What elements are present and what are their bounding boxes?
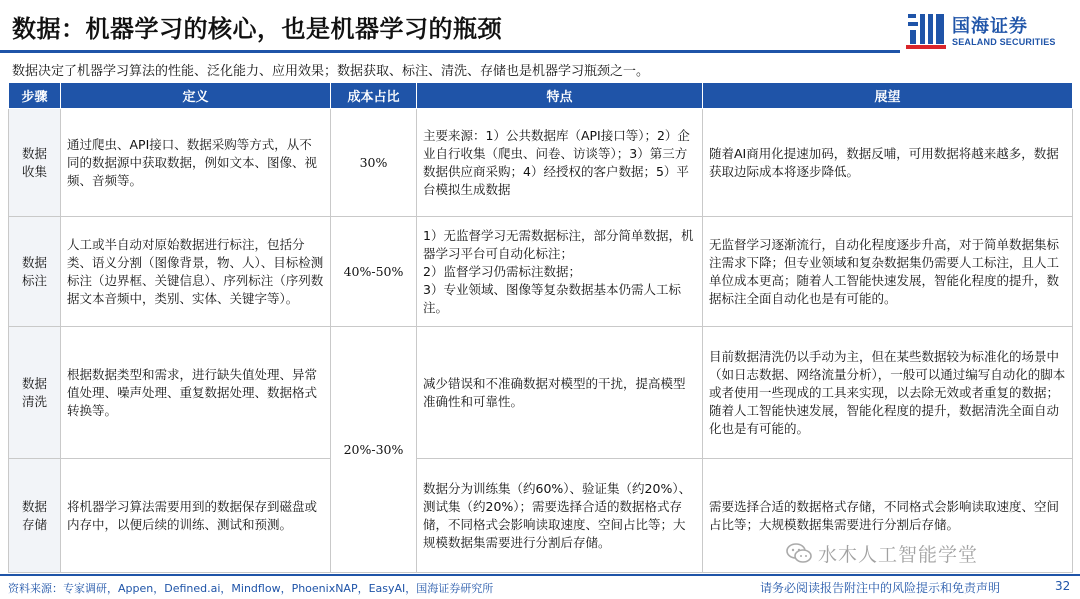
disclaimer-text: 请务必阅读报告附注中的风险提示和免责声明: [760, 581, 1001, 595]
slide-header: [0, 0, 1080, 56]
features-cell: 减少错误和不准确数据对模型的干扰，提高模型准确性和可靠性。: [417, 327, 703, 459]
page-title: 数据：机器学习的核心，也是机器学习的瓶颈: [12, 15, 502, 43]
header-definition: 定义: [61, 83, 331, 109]
sealand-logo-icon: [906, 10, 946, 50]
step-cell: 数据 标注: [9, 217, 61, 327]
table-row: [9, 217, 1073, 327]
outlook-cell: 随着AI商用化提速加码，数据反哺，可用数据将越来越多，数据获取边际成本将逐步降低。: [703, 109, 1073, 217]
title-underline: [0, 50, 900, 53]
step-cell: 数据 收集: [9, 109, 61, 217]
definition-cell: 根据数据类型和需求，进行缺失值处理、异常值处理、噪声处理、重复数据处理、数据格式转换等。: [61, 327, 331, 459]
cost-cell: 30%: [331, 109, 417, 217]
footer-divider: [0, 574, 1080, 576]
outlook-cell: 目前数据清洗仍以手动为主，但在某些数据较为标准化的场景中（如日志数据、网络流量分析），一般可以通过编写自动化的脚本或者使用一些现成的工具来实现，以去除无效或者重复的数据；随着人工智能快速发展，智能化程度的提升，数据清洗全面自动化也是有可能的。: [703, 327, 1073, 459]
company-logo: [906, 10, 1076, 54]
header-outlook: 展望: [703, 83, 1073, 109]
page-number: 32: [1055, 579, 1071, 593]
step-cell: 数据 存储: [9, 459, 61, 573]
cost-cell: 40%-50%: [331, 217, 417, 327]
watermark: [786, 538, 978, 568]
watermark-text: 水木人工智能学堂: [818, 543, 979, 566]
logo-english-name: SEALAND SECURITIES: [952, 37, 1056, 47]
source-note: 资料来源：专家调研，Appen，Defined.ai，Mindflow，PhoenixNAP，EasyAI，国海证券研究所: [8, 582, 494, 595]
outlook-cell: 需要选择合适的数据格式存储，不同格式会影响读取速度、空间占比等；大规模数据集需要进行分割后存储。: [703, 459, 1073, 573]
wechat-icon: [786, 542, 812, 564]
definition-cell: 通过爬虫、API接口、数据采购等方式，从不同的数据源中获取数据，例如文本、图像、视频、音频等。: [61, 109, 331, 217]
data-steps-table: [8, 82, 1073, 573]
logo-name: 国海证券: [952, 16, 1028, 37]
header-features: 特点: [417, 83, 703, 109]
features-cell: 主要来源：1）公共数据库（API接口等）；2）企业自行收集（爬虫、问卷、访谈等）；3）第三方数据供应商采购；4）经授权的客户数据；5）平台模拟生成数据: [417, 109, 703, 217]
outlook-cell: 无监督学习逐渐流行，自动化程度逐步升高，对于简单数据集标注需求下降；但专业领域和复杂数据集仍需要人工标注，且人工单位成本更高；随着人工智能快速发展，智能化程度的提升，数据标注全面自动化也是有可能的。: [703, 217, 1073, 327]
cost-cell-merged: 20%-30%: [331, 327, 417, 573]
table-row: [9, 109, 1073, 217]
features-cell: 1）无监督学习无需数据标注，部分简单数据，机器学习平台可自动化标注； 2）监督学习仍需标注数据； 3）专业领域、图像等复杂数据基本仍需人工标注。: [417, 217, 703, 327]
page-subtitle: 数据决定了机器学习算法的性能、泛化能力、应用效果；数据获取、标注、清洗、存储也是机器学习瓶颈之一。: [12, 64, 650, 79]
table-row: [9, 327, 1073, 459]
features-cell: 数据分为训练集（约60%）、验证集（约20%）、测试集（约20%）；需要选择合适的数据格式存储，不同格式会影响读取速度、空间占比等；大规模数据集需要进行分割后存储。: [417, 459, 703, 573]
header-step: 步骤: [9, 83, 61, 109]
table-header-row: [9, 83, 1073, 109]
definition-cell: 将机器学习算法需要用到的数据保存到磁盘或内存中，以便后续的训练、测试和预测。: [61, 459, 331, 573]
definition-cell: 人工或半自动对原始数据进行标注，包括分类、语义分割（图像背景，物、人）、目标检测标注（边界框、关键信息）、序列标注（序列数据文本音频中，类别、实体、关键字等）。: [61, 217, 331, 327]
header-cost: 成本占比: [331, 83, 417, 109]
step-cell: 数据 清洗: [9, 327, 61, 459]
